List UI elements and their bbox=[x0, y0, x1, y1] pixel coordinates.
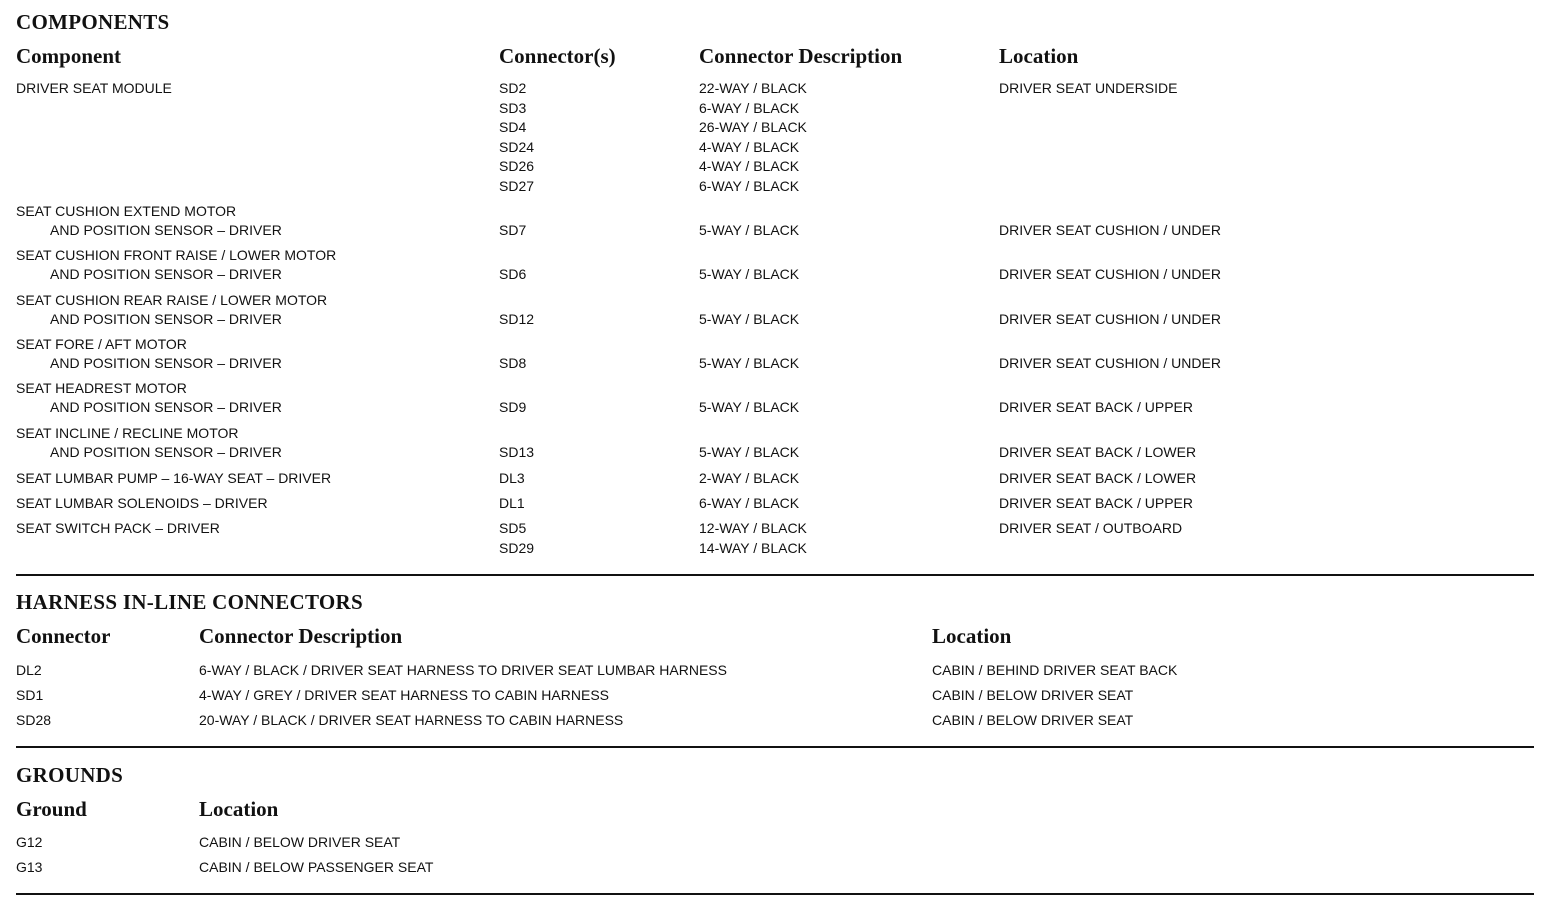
ground-id: G13 bbox=[16, 859, 43, 875]
harness-connector-id: SD28 bbox=[16, 712, 52, 728]
connector-id: SD9 bbox=[499, 399, 527, 415]
header-connector: Connector bbox=[16, 624, 111, 648]
connector-description: 5-WAY / BLACK bbox=[699, 311, 800, 327]
connector-description: 12-WAY / BLACK bbox=[699, 520, 807, 536]
harness-connector-description: 20-WAY / BLACK / DRIVER SEAT HARNESS TO CABIN HARNESS bbox=[199, 712, 624, 728]
harness-location: CABIN / BELOW DRIVER SEAT bbox=[932, 712, 1134, 728]
component-location: DRIVER SEAT BACK / UPPER bbox=[999, 399, 1193, 415]
connector-description: 5-WAY / BLACK bbox=[699, 266, 800, 282]
connector-id: SD3 bbox=[499, 99, 527, 116]
connector-id: SD8 bbox=[499, 355, 527, 371]
component-name: AND POSITION SENSOR – DRIVER bbox=[50, 399, 282, 415]
component-name: AND POSITION SENSOR – DRIVER bbox=[50, 222, 282, 238]
header-location: Location bbox=[999, 44, 1079, 68]
connector-description: 5-WAY / BLACK bbox=[699, 355, 800, 371]
connector-description: 5-WAY / BLACK bbox=[699, 399, 800, 415]
header-harness-location: Location bbox=[932, 624, 1012, 648]
connector-description: 5-WAY / BLACK bbox=[699, 444, 800, 460]
connector-id: SD12 bbox=[499, 311, 535, 327]
section-divider bbox=[16, 893, 1534, 895]
harness-connector-description: 4-WAY / GREY / DRIVER SEAT HARNESS TO CABIN HARNESS bbox=[199, 687, 609, 703]
connector-description: 6-WAY / BLACK bbox=[699, 495, 800, 511]
component-location: DRIVER SEAT CUSHION / UNDER bbox=[999, 266, 1221, 282]
component-name: SEAT HEADREST MOTOR bbox=[16, 380, 187, 396]
component-name: DRIVER SEAT MODULE bbox=[16, 80, 172, 96]
component-name: AND POSITION SENSOR – DRIVER bbox=[50, 311, 282, 327]
header-ground-location: Location bbox=[199, 797, 279, 821]
component-name: SEAT CUSHION EXTEND MOTOR bbox=[16, 203, 237, 219]
connector-id: DL3 bbox=[499, 470, 525, 486]
connector-id: SD29 bbox=[499, 539, 535, 556]
connector-id: SD5 bbox=[499, 520, 527, 536]
component-location: DRIVER SEAT CUSHION / UNDER bbox=[999, 222, 1221, 238]
component-location: DRIVER SEAT UNDERSIDE bbox=[999, 80, 1178, 96]
section-divider bbox=[16, 746, 1534, 748]
component-name: SEAT INCLINE / RECLINE MOTOR bbox=[16, 425, 239, 441]
connector-description: 4-WAY / BLACK bbox=[699, 138, 800, 155]
connector-id: SD6 bbox=[499, 266, 527, 282]
connector-id: SD13 bbox=[499, 444, 535, 460]
connector-id: SD26 bbox=[499, 158, 535, 174]
section-divider bbox=[16, 574, 1534, 576]
components-title: COMPONENTS bbox=[16, 10, 170, 34]
component-name: AND POSITION SENSOR – DRIVER bbox=[50, 355, 282, 371]
header-ground: Ground bbox=[16, 797, 87, 821]
connector-description: 2-WAY / BLACK bbox=[699, 470, 800, 486]
component-location: DRIVER SEAT BACK / LOWER bbox=[999, 444, 1197, 460]
component-name: SEAT LUMBAR PUMP – 16-WAY SEAT – DRIVER bbox=[16, 470, 332, 486]
component-location: DRIVER SEAT / OUTBOARD bbox=[999, 520, 1183, 536]
component-location: DRIVER SEAT CUSHION / UNDER bbox=[999, 355, 1221, 371]
component-name: SEAT SWITCH PACK – DRIVER bbox=[16, 520, 220, 536]
component-name: AND POSITION SENSOR – DRIVER bbox=[50, 266, 282, 282]
component-name: SEAT CUSHION REAR RAISE / LOWER MOTOR bbox=[16, 292, 328, 308]
header-connector-description: Connector Description bbox=[699, 44, 903, 68]
component-location: DRIVER SEAT CUSHION / UNDER bbox=[999, 311, 1221, 327]
component-name: SEAT LUMBAR SOLENOIDS – DRIVER bbox=[16, 495, 268, 511]
component-name: SEAT FORE / AFT MOTOR bbox=[16, 336, 187, 352]
harness-connector-id: SD1 bbox=[16, 687, 44, 703]
harness-connector-description: 6-WAY / BLACK / DRIVER SEAT HARNESS TO DRIVER SEAT LUMBAR HARNESS bbox=[199, 662, 727, 678]
component-location: DRIVER SEAT BACK / UPPER bbox=[999, 495, 1193, 511]
ground-location: CABIN / BELOW DRIVER SEAT bbox=[199, 834, 401, 850]
header-component: Component bbox=[16, 44, 122, 68]
header-harness-description: Connector Description bbox=[199, 624, 403, 648]
connector-description: 4-WAY / BLACK bbox=[699, 158, 800, 174]
harness-location: CABIN / BEHIND DRIVER SEAT BACK bbox=[932, 662, 1178, 678]
connector-description: 6-WAY / BLACK bbox=[699, 177, 800, 194]
connector-id: SD24 bbox=[499, 138, 535, 155]
connector-id: SD7 bbox=[499, 222, 527, 238]
connector-id: SD4 bbox=[499, 119, 527, 135]
connector-id: DL1 bbox=[499, 495, 525, 511]
ground-location: CABIN / BELOW PASSENGER SEAT bbox=[199, 859, 434, 875]
connector-id: SD2 bbox=[499, 80, 527, 96]
component-location: DRIVER SEAT BACK / LOWER bbox=[999, 470, 1197, 486]
connector-description: 6-WAY / BLACK bbox=[699, 99, 800, 116]
connector-description: 5-WAY / BLACK bbox=[699, 222, 800, 238]
ground-id: G12 bbox=[16, 834, 43, 850]
connector-description: 14-WAY / BLACK bbox=[699, 539, 807, 556]
connector-description: 22-WAY / BLACK bbox=[699, 80, 807, 96]
header-connectors: Connector(s) bbox=[499, 44, 616, 68]
component-name: AND POSITION SENSOR – DRIVER bbox=[50, 444, 282, 460]
grounds-title: GROUNDS bbox=[16, 763, 124, 787]
connector-description: 26-WAY / BLACK bbox=[699, 119, 807, 135]
harness-title: HARNESS IN-LINE CONNECTORS bbox=[16, 590, 363, 614]
harness-location: CABIN / BELOW DRIVER SEAT bbox=[932, 687, 1134, 703]
component-name: SEAT CUSHION FRONT RAISE / LOWER MOTOR bbox=[16, 247, 337, 263]
connector-id: SD27 bbox=[499, 177, 535, 194]
harness-connector-id: DL2 bbox=[16, 662, 42, 678]
